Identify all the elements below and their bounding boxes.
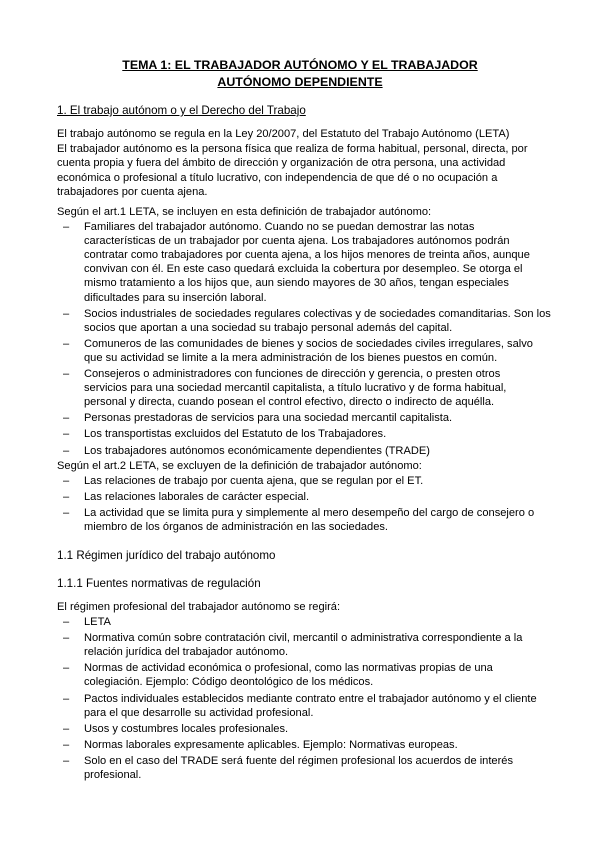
- list-item-line: Consejeros o administradores con funciones de dirección y gerencia, o presten otros: [84, 368, 501, 380]
- list-item-line: que su actividad se limite a la mera administración de los bienes puestos en común.: [84, 351, 498, 364]
- list-item-line: Normativa común sobre contratación civil, mercantil o administrativa correspondiente a la: [84, 632, 523, 645]
- bullet-dash: –: [63, 412, 70, 425]
- bullet-dash: –: [63, 754, 70, 767]
- bullet-dash: –: [63, 444, 70, 457]
- list-item-line: miembro de los órganos de administración en las sociedades.: [84, 521, 389, 534]
- list-item-line: Pactos individuales establecidos mediante contrato entre el trabajador autónomo y el cliente: [84, 692, 537, 705]
- bullet-dash: –: [63, 221, 70, 233]
- paragraph: Según el art.1 LETA, se incluyen en esta definición de trabajador autónomo:: [57, 206, 432, 218]
- bullet-dash: –: [63, 491, 70, 504]
- bullet-dash: –: [63, 632, 70, 645]
- paragraph-line: económica o profesional a título lucrativo, con independencia de que dé o no ocupación a: [57, 171, 498, 184]
- paragraph: Según el art.2 LETA, se excluyen de la definición de trabajador autónomo:: [57, 460, 422, 472]
- list-item-line: colegiación. Ejemplo: Código deontológico de los médicos.: [84, 676, 374, 689]
- list-item-line: Las relaciones laborales de carácter especial.: [84, 491, 310, 504]
- list-item-line: Normas laborales expresamente aplicables. Ejemplo: Normativas europeas.: [84, 738, 458, 751]
- list-item-line: Comuneros de las comunidades de bienes y socios de sociedades civiles irregulares, salvo: [84, 337, 533, 350]
- list-item-line: Familiares del trabajador autónomo. Cuando no se puedan demostrar las notas: [84, 221, 475, 233]
- list-item-line: servicios para una sociedad mercantil capitalista, a título lucrativo y de forma habitual,: [84, 382, 507, 395]
- page-title-line-1: TEMA 1: EL TRABAJADOR AUTÓNOMO Y EL TRABAJADOR: [122, 58, 478, 72]
- list-item-line: Personas prestadoras de servicios para una sociedad mercantil capitalista.: [84, 412, 453, 425]
- paragraph-line: trabajadores por cuenta ajena.: [57, 186, 208, 199]
- list-item-line: Usos y costumbres locales profesionales.: [84, 722, 289, 735]
- subsection-heading: 1.1 Régimen jurídico del trabajo autónomo: [57, 549, 276, 562]
- list-item-line: La actividad que se limita pura y simplemente al mero desempeño del cargo de consejero o: [84, 507, 535, 520]
- paragraph-line: cuenta propia y fuera del ámbito de dirección y organización de otra persona, una actividad: [57, 157, 506, 170]
- paragraph-line: El trabajador autónomo es la persona física que realiza de forma habitual, personal, directa, por: [57, 143, 528, 155]
- bullet-dash: –: [63, 616, 70, 628]
- bullet-dash: –: [63, 337, 70, 350]
- list-item-line: socios que aportan a una sociedad su trabajo personal además del capital.: [84, 321, 453, 334]
- list-item-line: mismo tratamiento a los hijos que, aun siendo mayores de 30 años, tengan especiales: [84, 277, 509, 290]
- paragraph: El trabajo autónomo se regula en la Ley 20/2007, del Estatuto del Trabajo Autónomo (LETA): [57, 128, 510, 140]
- bullet-dash: –: [63, 692, 70, 705]
- list-item-line: LETA: [84, 616, 111, 628]
- bullet-dash: –: [63, 662, 70, 675]
- list-item-line: Los transportistas excluidos del Estatuto de los Trabajadores.: [84, 428, 387, 441]
- bullet-dash: –: [63, 722, 70, 735]
- list-item-line: características de un trabajador por cuenta ajena. Los trabajadores autónomos podrán: [84, 235, 510, 248]
- section-heading: 1. El trabajo autónom o y el Derecho del Trabajo: [57, 104, 306, 117]
- bullet-dash: –: [63, 307, 70, 320]
- bullet-dash: –: [63, 368, 70, 380]
- bullet-dash: –: [63, 738, 70, 751]
- list-item-line: convivan con él. En este caso quedará excluida la cobertura por desempleo. Se otorga el: [84, 263, 523, 276]
- bullet-dash: –: [63, 507, 70, 520]
- page-title-line-2: AUTÓNOMO DEPENDIENTE: [217, 75, 383, 89]
- list-item-line: personal y directa, cuando posean el control efectivo, directo o indirecto de aquélla.: [84, 396, 495, 409]
- subsubsection-heading: 1.1.1 Fuentes normativas de regulación: [57, 577, 261, 590]
- list-item-line: relación jurídica del trabajador autónomo.: [84, 646, 289, 659]
- list-item-line: Los trabajadores autónomos económicamente dependientes (TRADE): [84, 444, 430, 457]
- list-item-line: profesional.: [84, 769, 142, 781]
- list-item-line: dificultades para su inserción laboral.: [84, 291, 267, 304]
- list-item-line: Solo en el caso del TRADE será fuente del régimen profesional los acuerdos de interés: [84, 754, 513, 767]
- list-item-line: contratar como trabajadores por cuenta ajena, a los hijos menores de treinta años, aunque: [84, 249, 530, 262]
- list-item-line: Socios industriales de sociedades regulares colectivas y de sociedades comanditarias. Son los: [84, 307, 551, 320]
- bullet-dash: –: [63, 475, 70, 487]
- list-item-line: Normas de actividad económica o profesional, como las normativas propias de una: [84, 662, 493, 675]
- list-item-line: Las relaciones de trabajo por cuenta ajena, que se regulan por el ET.: [84, 475, 424, 487]
- list-item-line: para el que desarrolle su actividad profesional.: [84, 706, 314, 719]
- bullet-dash: –: [63, 428, 70, 441]
- paragraph: El régimen profesional del trabajador autónomo se regirá:: [57, 601, 341, 613]
